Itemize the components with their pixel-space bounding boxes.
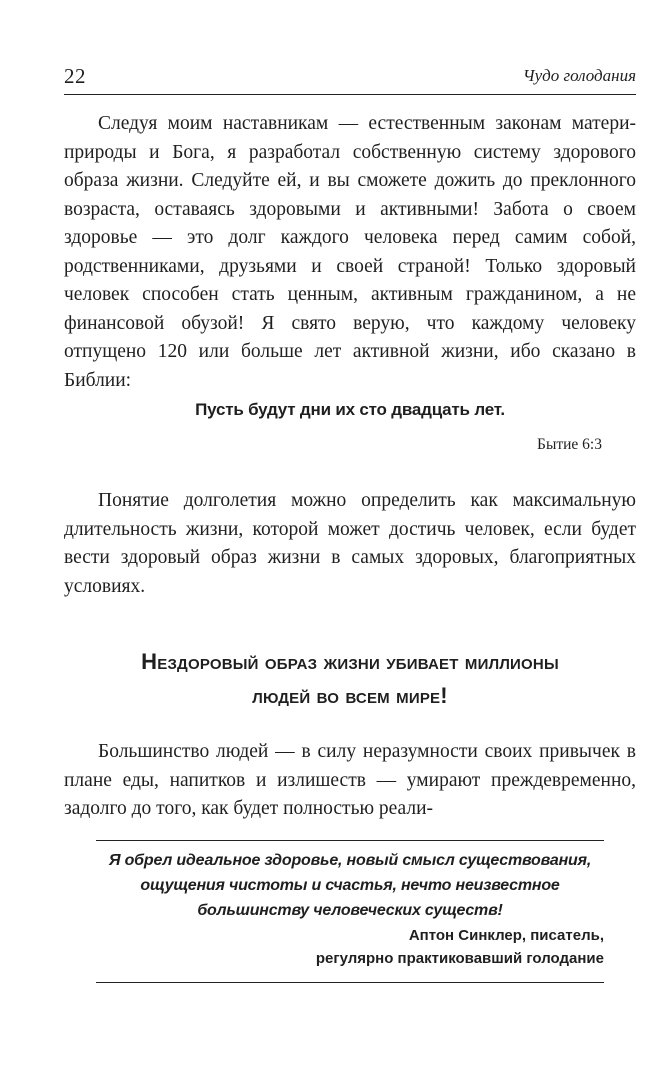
boxed-quote-attribution [204,925,604,970]
section-heading-line-1: Нездоровый образ жизни убивает миллионы [141,649,559,674]
epigraph-source: Бытие 6:3 [537,436,602,453]
attribution-note: регулярно практиковавший голодание [315,949,604,967]
boxed-quote-line-1: Я обрел идеальное здоровье, новый смысл существования, [108,852,592,869]
attribution-author: Аптон Синклер, писатель, [408,927,604,944]
boxed-quote [90,848,610,923]
section-heading [64,645,636,713]
quote-box-top-rule [96,840,604,841]
body-paragraph-3: Большинство людей — в силу неразумности своих привычек в плане еды, напитков и излишеств — умирают преждевременно, задолго до того, как будет полностью реали- [64,741,636,819]
running-title: Чудо голодания [522,66,636,85]
section-heading-line-2: людей во всем мире! [252,683,448,708]
body-paragraph-2: Понятие долголетия можно определить как максимальную длительность жизни, которой может достичь человек, если будет вести здоровый образ жизни в самых здоровых, благоприятных условиях. [64,490,636,597]
quote-box-bottom-rule [96,982,604,983]
boxed-quote-line-2: ощущения чистоты и счастья, нечто неизвестное [140,877,560,894]
boxed-quote-line-3: большинству человеческих существ! [197,902,503,919]
page-number: 22 [64,64,86,88]
epigraph-quote: Пусть будут дни их сто двадцать лет. [195,400,505,419]
header-rule [64,94,636,95]
body-paragraph-1: Следуя моим наставникам — естественным законам матери-природы и Бога, я разработал собственную систему здорового образа жизни. Следуйте ей, и вы сможете дожить до преклонного возраста, оставаясь здоровыми и активными! Забота о своем здоровье — это долг каждого человека перед самим собой, родственниками, друзьями и своей страной! Только здоровый человек способен стать ценным, активным гражданином, а не финансовой обузой! Я свято верую, что каждому человеку отпущено 120 или больше лет активной жизни, ибо сказано в Библии: [64,113,636,391]
